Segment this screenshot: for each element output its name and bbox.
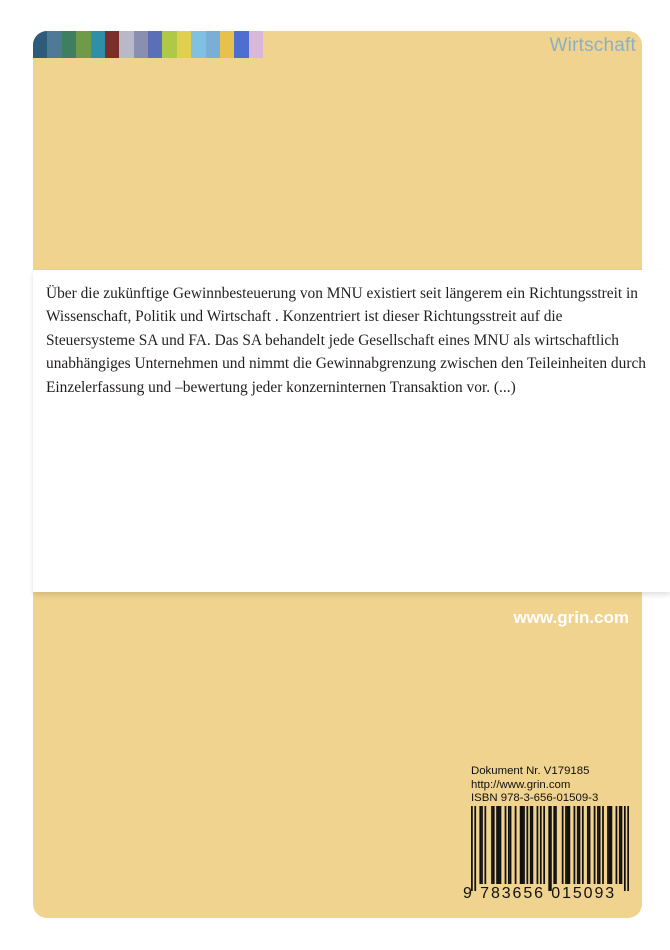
color-stripe xyxy=(105,31,119,58)
barcode-bar xyxy=(621,806,623,884)
barcode-bar xyxy=(577,806,579,884)
color-stripe xyxy=(119,31,133,58)
color-stripe xyxy=(234,31,248,58)
document-number: Dokument Nr. V179185 xyxy=(471,765,590,777)
color-stripe xyxy=(206,31,220,58)
barcode-bar xyxy=(619,806,621,884)
barcode-bar xyxy=(484,806,486,884)
barcode-bar xyxy=(491,806,493,884)
color-stripe xyxy=(191,31,205,58)
barcode-bar xyxy=(530,806,532,884)
barcode-bar xyxy=(555,806,557,884)
barcode-bar xyxy=(609,806,611,884)
publisher-website: www.grin.com xyxy=(513,608,629,627)
barcode-bar xyxy=(599,806,601,884)
barcode-bar xyxy=(602,806,604,884)
barcode-bar xyxy=(474,806,476,891)
barcode-bar xyxy=(597,806,599,884)
barcode-bar xyxy=(594,806,596,884)
color-stripe xyxy=(47,31,61,58)
barcode-bar xyxy=(562,806,564,884)
barcode-bar xyxy=(479,806,481,884)
blurb-panel xyxy=(33,270,670,592)
barcode-bar xyxy=(526,806,528,884)
document-url: http://www.grin.com xyxy=(471,778,571,791)
barcode-bar xyxy=(624,806,626,891)
barcode-bar xyxy=(510,806,512,884)
blurb-text: Über die zukünftige Gewinnbesteuerung von MNU existiert seit längerem ein Richtungsstreit in Wissenschaft, Politik und Wirtschaft . Konzentriert ist dieser Richtungsstreit auf die Steuersysteme SA und FA. Das SA behandelt jede Gesellschaft eines MNU als wirtschaftlich unabhängiges Unternehmen und nimmt die Gewinnabgrenzung zwischen den Teileinheiten durch Einzelerfassung und –bewertung jeder konzerninternen Transaktion vor. (...) xyxy=(46,285,646,396)
color-stripe xyxy=(134,31,148,58)
document-info xyxy=(471,765,598,806)
barcode-bar xyxy=(611,806,613,884)
barcode-bar xyxy=(543,806,545,884)
color-stripe xyxy=(162,31,176,58)
barcode-number: 9 783656 015093 xyxy=(463,885,617,902)
barcode-bar xyxy=(471,806,473,891)
color-stripe xyxy=(33,31,47,58)
barcode-bars xyxy=(471,806,629,891)
barcode-bar xyxy=(550,806,552,891)
color-stripe xyxy=(220,31,234,58)
color-stripe xyxy=(62,31,76,58)
barcode-bar xyxy=(481,806,483,884)
barcode-bar xyxy=(498,806,500,884)
barcode-bar xyxy=(496,806,498,884)
barcode-bar xyxy=(589,806,591,884)
isbn: ISBN 978-3-656-01509-3 xyxy=(471,792,599,805)
barcode-bar xyxy=(508,806,510,884)
barcode-bar xyxy=(553,806,555,884)
barcode-bar xyxy=(548,806,550,891)
color-stripe xyxy=(249,31,263,58)
barcode xyxy=(471,806,629,891)
barcode-bar xyxy=(582,806,584,884)
barcode-bar xyxy=(540,806,542,884)
barcode-bar xyxy=(532,806,534,884)
barcode-bar xyxy=(521,806,523,884)
color-stripe xyxy=(91,31,105,58)
barcode-bar xyxy=(505,806,507,884)
color-stripe xyxy=(177,31,191,58)
barcode-bar xyxy=(493,806,495,884)
barcode-bar xyxy=(520,806,522,884)
color-stripe-band xyxy=(33,31,263,58)
barcode-bar xyxy=(500,806,502,884)
barcode-bar xyxy=(579,806,581,884)
barcode-bar xyxy=(616,806,618,884)
barcode-bar xyxy=(568,806,570,884)
barcode-bar xyxy=(565,806,567,884)
barcode-bar xyxy=(567,806,569,884)
barcode-bar xyxy=(523,806,525,884)
color-stripe xyxy=(76,31,90,58)
barcode-bar xyxy=(627,806,629,891)
barcode-bar xyxy=(607,806,609,884)
barcode-bar xyxy=(574,806,576,884)
barcode-bar xyxy=(587,806,589,884)
color-stripe xyxy=(148,31,162,58)
category-label: Wirtschaft xyxy=(549,35,636,56)
barcode-bar xyxy=(537,806,539,884)
barcode-bar xyxy=(515,806,517,884)
